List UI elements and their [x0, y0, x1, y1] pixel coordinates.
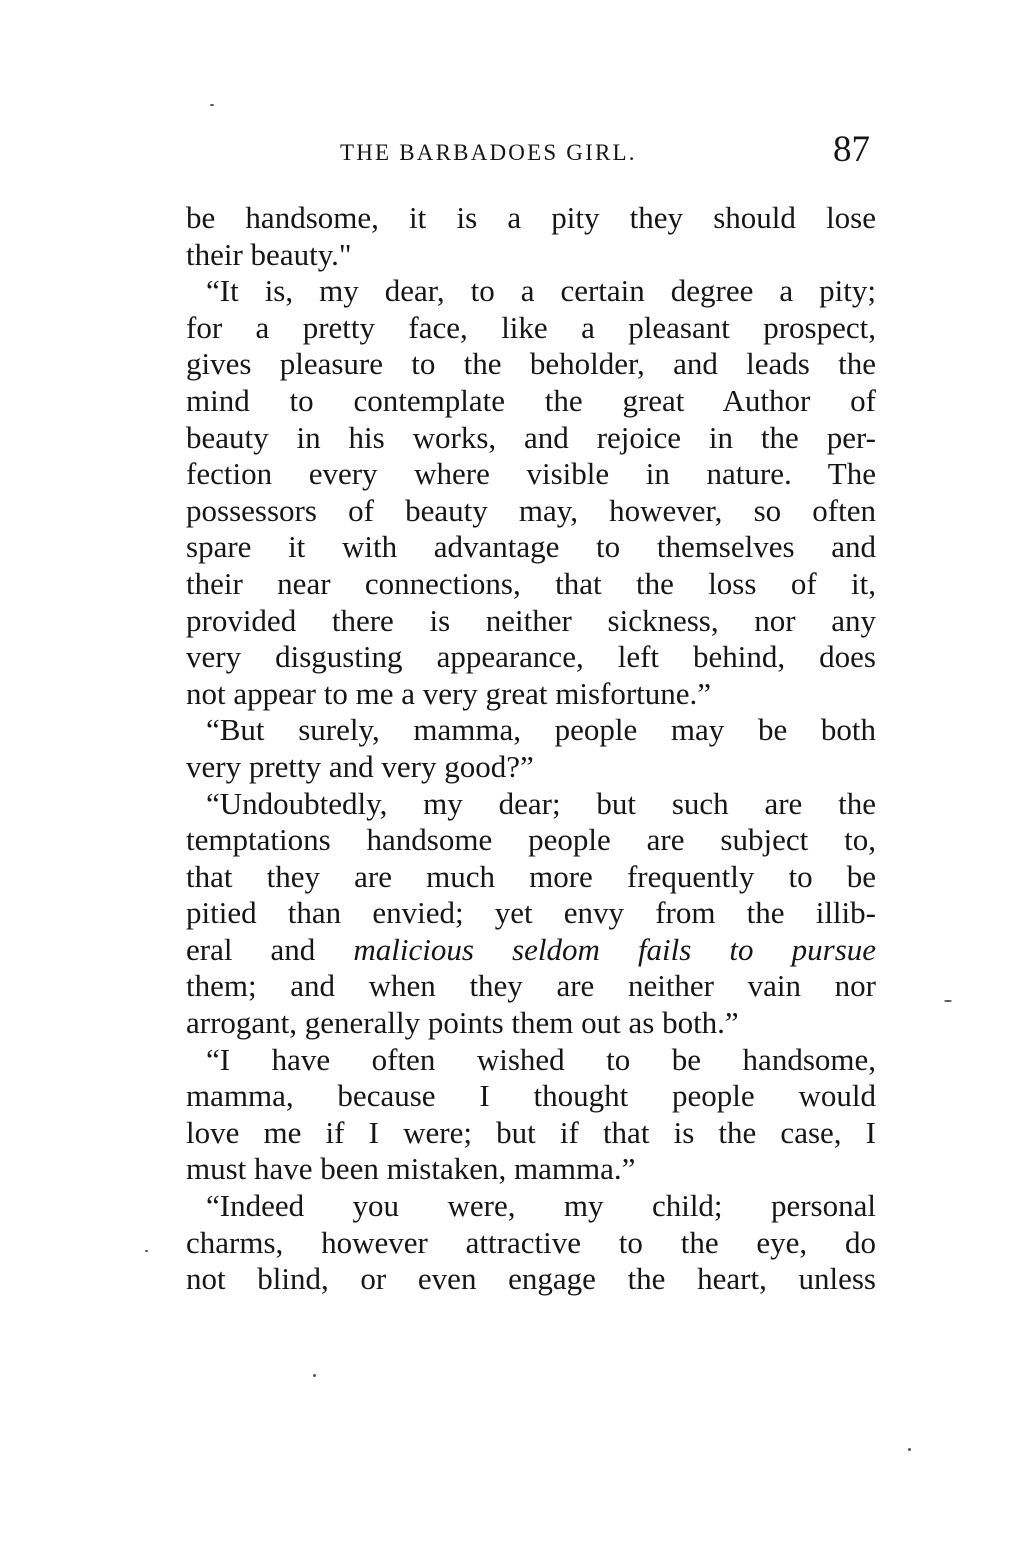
paper-speck	[313, 1374, 316, 1377]
text-line: very disgusting appearance, left behind, does	[186, 639, 876, 675]
paper-speck	[944, 1000, 952, 1002]
text-line: spare it with advantage to themselves and	[186, 529, 876, 565]
page-number: 87	[833, 129, 870, 170]
text-line: not appear to me a very great misfortune.”	[186, 675, 712, 711]
text-line	[186, 932, 876, 969]
text-line: be handsome, it is a pity they should lose	[186, 200, 876, 235]
text-line: provided there is neither sickness, nor any	[186, 602, 876, 638]
text-line: “Undoubtedly, my dear; but such are the	[206, 785, 876, 821]
text-line: not blind, or even engage the heart, unless	[186, 1261, 876, 1297]
text-line: arrogant, generally points them out as both.”	[186, 1005, 739, 1041]
running-head: THE BARBADOES GIRL.	[340, 140, 637, 165]
text-line: pitied than envied; yet envy from the illib-	[186, 895, 876, 931]
text-line: them; and when they are neither vain nor	[186, 968, 876, 1004]
text-line: mamma, because I thought people would	[186, 1078, 876, 1114]
text-line: gives pleasure to the beholder, and leads the	[186, 346, 876, 382]
paper-speck	[145, 1250, 148, 1252]
text-line: mind to contemplate the great Author of	[186, 382, 876, 418]
italic-phrase: malicious seldom fails to pursue	[353, 931, 877, 967]
paper-speck	[908, 1448, 911, 1451]
text-line: charms, however attractive to the eye, do	[186, 1224, 876, 1260]
text-line: for a pretty face, like a pleasant prospect,	[186, 309, 876, 345]
text-line: possessors of beauty may, however, so often	[186, 492, 876, 528]
text-line: temptations handsome people are subject to,	[186, 822, 876, 858]
text-line: their beauty."	[186, 236, 352, 272]
text-line: their near connections, that the loss of it,	[186, 565, 876, 601]
text-line: beauty in his works, and rejoice in the per-	[186, 419, 876, 455]
text-line: fection every where visible in nature. The	[186, 456, 876, 492]
text-line-roman: eral and	[186, 931, 316, 967]
text-line: very pretty and very good?”	[186, 748, 534, 784]
text-line: that they are much more frequently to be	[186, 858, 876, 894]
text-line: “I have often wished to be handsome,	[206, 1041, 876, 1077]
text-line: must have been mistaken, mamma.”	[186, 1151, 636, 1187]
text-line: “But surely, mamma, people may be both	[206, 712, 876, 748]
text-line: love me if I were; but if that is the case, I	[186, 1114, 876, 1150]
paper-speck	[210, 104, 214, 106]
text-line: “It is, my dear, to a certain degree a pity;	[206, 273, 876, 309]
text-line: “Indeed you were, my child; personal	[206, 1188, 876, 1224]
page-body	[186, 200, 876, 1298]
